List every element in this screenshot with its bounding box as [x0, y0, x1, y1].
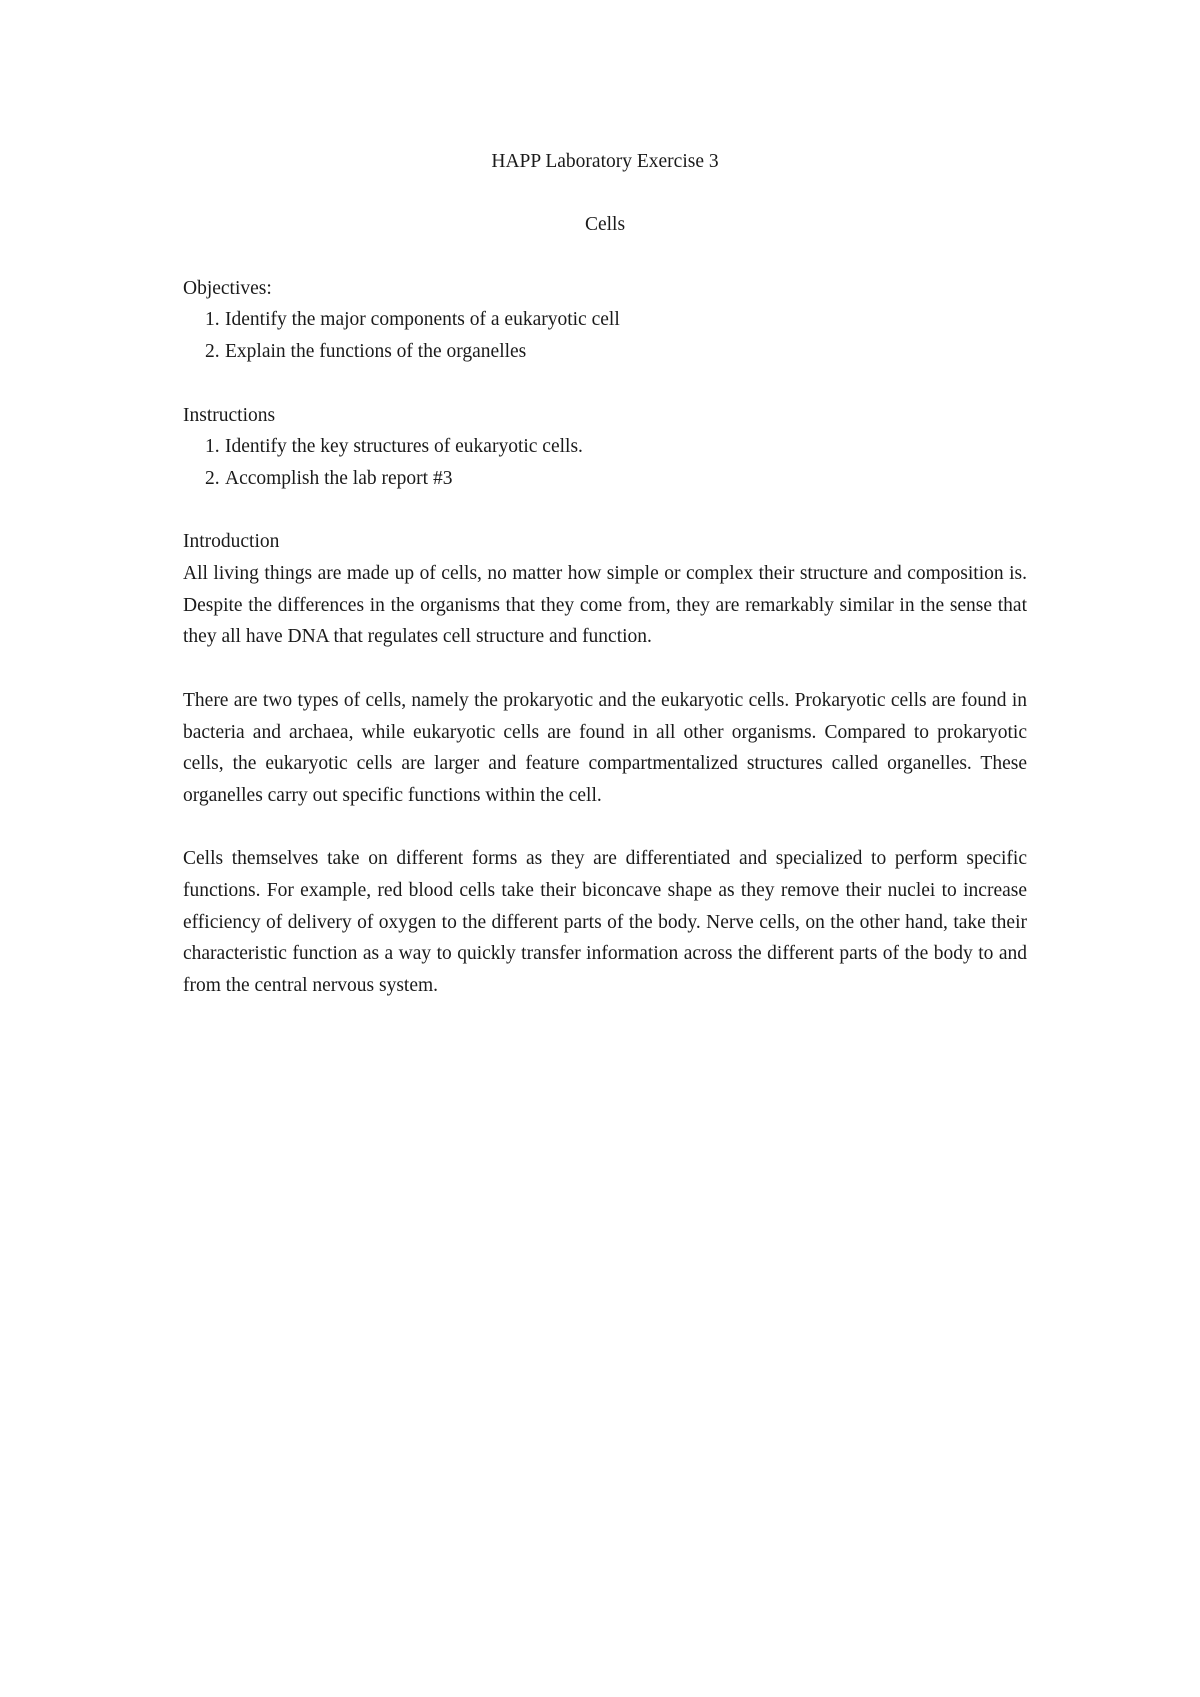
list-number: 1. [205, 309, 220, 331]
list-item [183, 336, 1027, 368]
document-title: HAPP Laboratory Exercise 3 [491, 151, 719, 172]
list-item-text: Explain the functions of the organelles [225, 341, 527, 363]
introduction-section [183, 526, 1027, 1002]
introduction-paragraph: All living things are made up of cells, no matter how simple or complex their structure and composition is. Despite the differences in the organisms that they come from, they are remarkably similar in the sense that they all have DNA that regulates cell structure and function. [183, 563, 1027, 648]
list-item [183, 431, 1027, 463]
objectives-section [183, 273, 1027, 368]
document-body [183, 146, 1027, 1002]
instructions-list [183, 431, 1027, 494]
list-item [183, 304, 1027, 336]
objectives-list [183, 304, 1027, 367]
introduction-paragraph: Cells themselves take on different forms as they are differentiated and specialized to perform specific functions. For example, red blood cells take their biconcave shape as they remove their nuclei to increase efficiency of delivery of oxygen to the different parts of the body. Nerve cells, on the other hand, take their characteristic function as a way to quickly transfer information across the different parts of the body to and from the central nervous system. [183, 848, 1027, 997]
objectives-heading: Objectives: [183, 277, 272, 299]
introduction-paragraph: There are two types of cells, namely the prokaryotic and the eukaryotic cells. Prokaryotic cells are found in bacteria and archaea, while eukaryotic cells are found in all other organisms. Compared to prokaryotic cells, the eukaryotic cells are larger and feature compartmentalized structures called organelles. These organelles carry out specific functions within the cell. [183, 689, 1027, 806]
document-subtitle: Cells [584, 214, 626, 236]
instructions-heading: Instructions [183, 404, 276, 426]
list-item-text: Identify the key structures of eukaryotic cells. [225, 436, 583, 458]
list-item [183, 463, 1027, 495]
list-number: 2. [205, 341, 220, 363]
instructions-section [183, 400, 1027, 495]
list-item-text: Accomplish the lab report #3 [225, 467, 453, 489]
list-item-text: Identify the major components of a eukaryotic cell [225, 309, 620, 331]
list-number: 2. [205, 467, 220, 489]
introduction-heading: Introduction [183, 531, 280, 553]
list-number: 1. [205, 436, 220, 458]
